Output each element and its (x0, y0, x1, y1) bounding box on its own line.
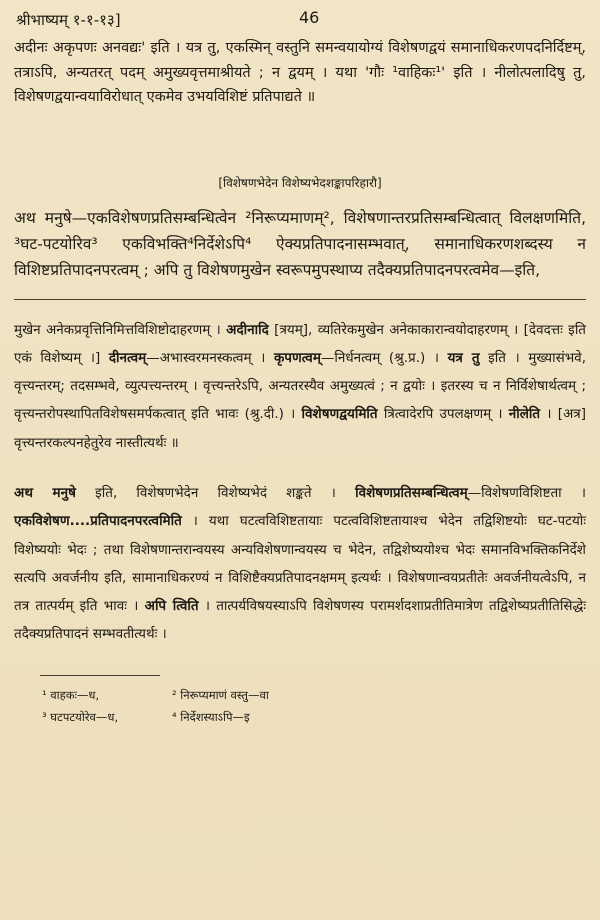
footnote-2: ² निरूप्यमाणं वस्तु—वा (172, 687, 269, 702)
commentary-text: मुखेन अनेकप्रवृत्तिनिमित्तविशिष्टोदाहरणम् । (14, 321, 221, 338)
commentary-text: —विशेषणविशिष्टता । (467, 484, 586, 501)
commentary-text: इति, विशेषणभेदेन विशेष्यभेदं शङ्कते । (95, 484, 336, 501)
commentary-lemma: अदीनादि (226, 321, 269, 338)
commentary-text: —अभास्वरमनस्कत्वम् । (146, 349, 266, 366)
footnote-row (42, 706, 586, 728)
footnote-3: ³ घटपटयोरेव—ध, (42, 709, 119, 724)
footnote-divider (40, 675, 160, 676)
commentary-paragraph-2 (14, 479, 586, 649)
commentary-lemma: नीलेति (508, 406, 541, 423)
footnote-4: ⁴ निर्देशस्याऽपि—इ (172, 709, 250, 724)
text-commentary-divider (14, 299, 586, 300)
commentary-text: । तात्पर्यविषयस्याऽपि विशेषणस्य परामर्शदशाप्रतीतिमात्रेण तद्विशेष्यप्रतीतिसिद्धेः तदैक्यप्रतिपादनं सम्भवतीत्यर्थः । (14, 598, 586, 643)
commentary-lemma: अथ मनुषे (14, 484, 76, 501)
top-paragraph: अदीनः अकृपणः अनवद्यः' इति । यत्र तु, एकस्मिन् वस्तुनि समन्वयायोग्यं विशेषणद्वयं समानाधिकरणपदनिर्दिष्टम्, तत्राऽपि, अन्यतरत् पदम् अमुख्यवृत्तमाश्रीयते ; न द्वयम् । यथा 'गौः ¹वाहिकः¹' इति । नीलोत्पलादिषु तु, विशेषणद्वयान्वयाविरोधात् एकमेव उभयविशिष्टं प्रतिपाद्यते ॥ (14, 40, 586, 105)
commentary-lemma: विशेषणद्वयमिति (301, 406, 378, 423)
section-subheading: [विशेषणभेदेन विशेष्यभेदशङ्कापरिहारौ] (218, 175, 382, 190)
page-header (14, 6, 586, 36)
main-paragraph: अथ मनुषे—एकविशेषणप्रतिसम्बन्धित्वेन ²निरूप्यमाणम्², विशेषणान्तरप्रतिसम्बन्धित्वात् विलक्षणमिति, ³घट-पटयोरिव³ एकविभक्ति⁴निर्देशेऽपि⁴ ऐक्यप्रतिपादनासम्भवात्, समानाधिकरणशब्दस्य न विशिष्टप्रतिपादनपरत्वम् ; अपि तु विशेषणमुखेन स्वरूपमुपस्थाप्य तदैक्यप्रतिपादनपरत्वमेव—इति, (14, 208, 586, 279)
commentary-text: [त्रयम्], व्यतिरेकमुखेन अनेकाकारान्वयोदाहरणम् । [देवदत्तः इति एकं विशेष्यम् ।] (14, 321, 587, 366)
commentary-text: इति । मुख्यासंभवे, वृत्त्यन्तरम्; तदसम्भवे, व्युत्पत्त्यन्तरम् । वृत्त्यन्तरेऽपि, अन्यतरस्यैव अमुख्यत्वं ; न द्वयोः । इतरस्य च न निर्विशेषार्थत्वम् ; वृत्त्यन्तरोपस्थापितविशेषसमर्पकत्वात् इति भावः (श्रु.दी.) । (14, 349, 586, 423)
commentary-text: । [अत्र] वृत्त्यन्तरकल्पनहेतुरेव नास्तीत्यर्थः ॥ (14, 406, 587, 451)
commentary-lemma: दीनत्वम् (108, 349, 147, 366)
commentary-text: —निर्धनत्वम् (श्रु.प्र.) । (320, 349, 439, 366)
footnote-1: ¹ वाहकः—ध, (42, 687, 100, 702)
footnotes (14, 684, 586, 728)
commentary-lemma: यत्र तु (447, 349, 480, 366)
commentary-lemma: अपि त्विति (144, 598, 199, 615)
footnote-row (42, 684, 586, 706)
commentary-text: त्रित्वादेरपि उपलक्षणम् । (383, 406, 503, 423)
commentary-lemma: कृपणत्वम् (273, 349, 321, 366)
commentary-text: । यथा घटत्वविशिष्टतायाः पटत्वविशिष्टतायाश्च भेदेन तद्विशिष्टयोः घट-पटयोः विशेष्ययोः भेदः ; तथा विशेषणान्तरान्वयस्य अन्यविशेषणान्वयस्य च भेदेन, तद्विशेष्ययोश्च भेदः समानविभक्तिकनिर्देशे सत्यपि अवर्जनीय इति, सामानाधिकरण्यं न विशिष्टैक्यप्रतिपादनक्षमम् इत्यर्थः । विशेषणान्वयप्रतीतेः अवर्जनीयत्वेऽपि, न तत्र तात्पर्यम् इति भावः । (14, 513, 587, 615)
commentary-lemma: एकविशेषण....प्रतिपादनपरत्वमिति (14, 513, 182, 530)
running-head: श्रीभाष्यम् १-१-१३] (16, 11, 121, 29)
commentary-paragraph-1 (14, 316, 586, 457)
page-number: 46 (299, 8, 320, 27)
commentary-lemma: विशेषणप्रतिसम्बन्धित्वम् (355, 484, 468, 501)
